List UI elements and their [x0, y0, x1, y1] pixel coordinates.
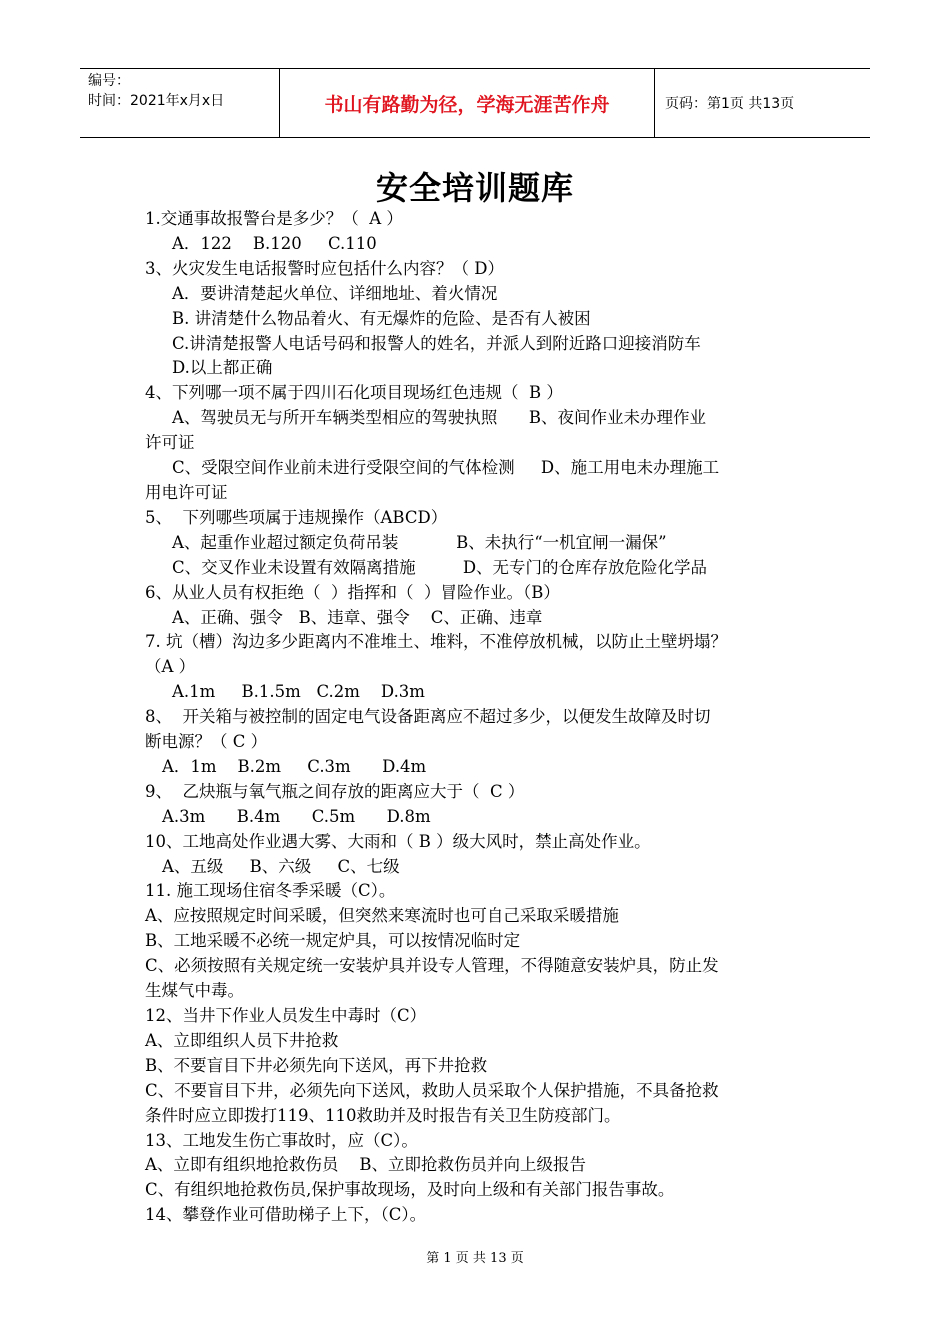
option-line: A.1m B.1.5m C.2m D.3m	[172, 682, 425, 702]
option-line: B、不要盲目下井必须先向下送风，再下井抢救	[145, 1055, 488, 1075]
option-line: A、正确、强令 B、违章、强令 C、正确、违章	[172, 607, 543, 627]
question-line: 13、工地发生伤亡事故时，应（C）。	[145, 1130, 418, 1150]
option-line: C.讲清楚报警人电话号码和报警人的姓名，并派人到附近路口迎接消防车	[172, 333, 701, 353]
question-line: 10、工地高处作业遇大雾、大雨和（ B ）级大风时，禁止高处作业。	[145, 831, 651, 851]
option-line: A．1m B.2m C.3m D.4m	[162, 756, 427, 776]
option-line: A、立即组织人员下井抢救	[145, 1030, 339, 1050]
question-line: 14、攀登作业可借助梯子上下，（C）。	[145, 1205, 427, 1225]
option-line: A、五级 B、六级 C、七级	[162, 856, 400, 876]
question-line: 12、当井下作业人员发生中毒时（C）	[145, 1006, 427, 1025]
question-line: 4、下列哪一项不属于四川石化项目现场红色违规（ B ）	[145, 383, 563, 403]
option-line: A、立即有组织地抢救伤员 B、立即抢救伤员并向上级报告	[145, 1155, 587, 1175]
question-line: 9、 乙炔瓶与氧气瓶之间存放的距离应大于（ C ）	[145, 781, 525, 801]
option-line: A.3m B.4m C.5m D.8m	[162, 806, 431, 826]
question-line: 6、从业人员有权拒绝（ ）指挥和（ ）冒险作业。（B）	[145, 582, 560, 602]
question-line-continued: 断电源？（ C ）	[145, 732, 268, 752]
question-line: 7. 坑（槽）沟边多少距离内不准堆土、堆料，不准停放机械，以防止土壁坍塌？	[145, 632, 727, 652]
header-motto: 书山有路勤为径，学海无涯苦作舟	[280, 69, 655, 137]
option-line: D.以上都正确	[172, 358, 273, 378]
header-page-info: 页码：第1页 共13页	[665, 96, 795, 112]
option-line-continued: 条件时应立即拨打119、110救助并及时报告有关卫生防疫部门。	[145, 1105, 621, 1125]
option-line: C、不要盲目下井，必须先向下送风，救助人员采取个人保护措施，不具备抢救	[145, 1080, 719, 1100]
question-line: 5、 下列哪些项属于违规操作（ABCD）	[145, 507, 448, 527]
page-header	[80, 68, 870, 138]
page-footer: 第 1 页 共 13 页	[426, 1251, 524, 1266]
header-time-label: 时间：2021年x月x日	[88, 93, 225, 109]
question-line: 3、火灾发生电话报警时应包括什么内容？（ D）	[145, 258, 504, 278]
option-line: C、交叉作业未设置有效隔离措施 D、无专门的仓库存放危险化学品	[172, 557, 708, 577]
header-number-label: 编号：	[88, 73, 130, 89]
option-line: C、受限空间作业前未进行受限空间的气体检测 D、施工用电未办理施工	[172, 458, 720, 478]
question-list	[145, 207, 815, 1228]
question-line: 11. 施工现场住宿冬季采暖（C）。	[145, 881, 396, 901]
option-line-continued: 许可证	[145, 433, 195, 453]
option-line: B、工地采暖不必统一规定炉具，可以按情况临时定	[145, 931, 521, 951]
option-line: A、驾驶员无与所开车辆类型相应的驾驶执照 B、夜间作业未办理作业	[172, 408, 707, 428]
document-title: 安全培训题库	[375, 169, 574, 207]
option-line: A．122 B.120 C.110	[172, 233, 377, 253]
question-line: 1.交通事故报警台是多少？（ A ）	[145, 209, 403, 228]
option-line-continued: 生煤气中毒。	[145, 981, 244, 1001]
question-line-continued: （A ）	[145, 657, 196, 677]
question-line: 8、 开关箱与被控制的固定电气设备距离应不超过多少，以便发生故障及时切	[145, 707, 711, 727]
option-line-continued: 用电许可证	[145, 482, 228, 502]
option-line: C、有组织地抢救伤员,保护事故现场，及时向上级和有关部门报告事故。	[145, 1180, 675, 1200]
option-line: A、应按照规定时间采暖，但突然来寒流时也可自己采取采暖措施	[145, 906, 619, 926]
option-line: A．要讲清楚起火单位、详细地址、着火情况	[172, 283, 498, 303]
option-line: B. 讲清楚什么物品着火、有无爆炸的危险、是否有人被困	[172, 308, 591, 328]
header-meta	[80, 69, 280, 137]
option-line: C、必须按照有关规定统一安装炉具并设专人管理，不得随意安装炉具，防止发	[145, 956, 719, 976]
option-line: A、起重作业超过额定负荷吊装 B、未执行“一机宜闸一漏保”	[172, 532, 667, 552]
